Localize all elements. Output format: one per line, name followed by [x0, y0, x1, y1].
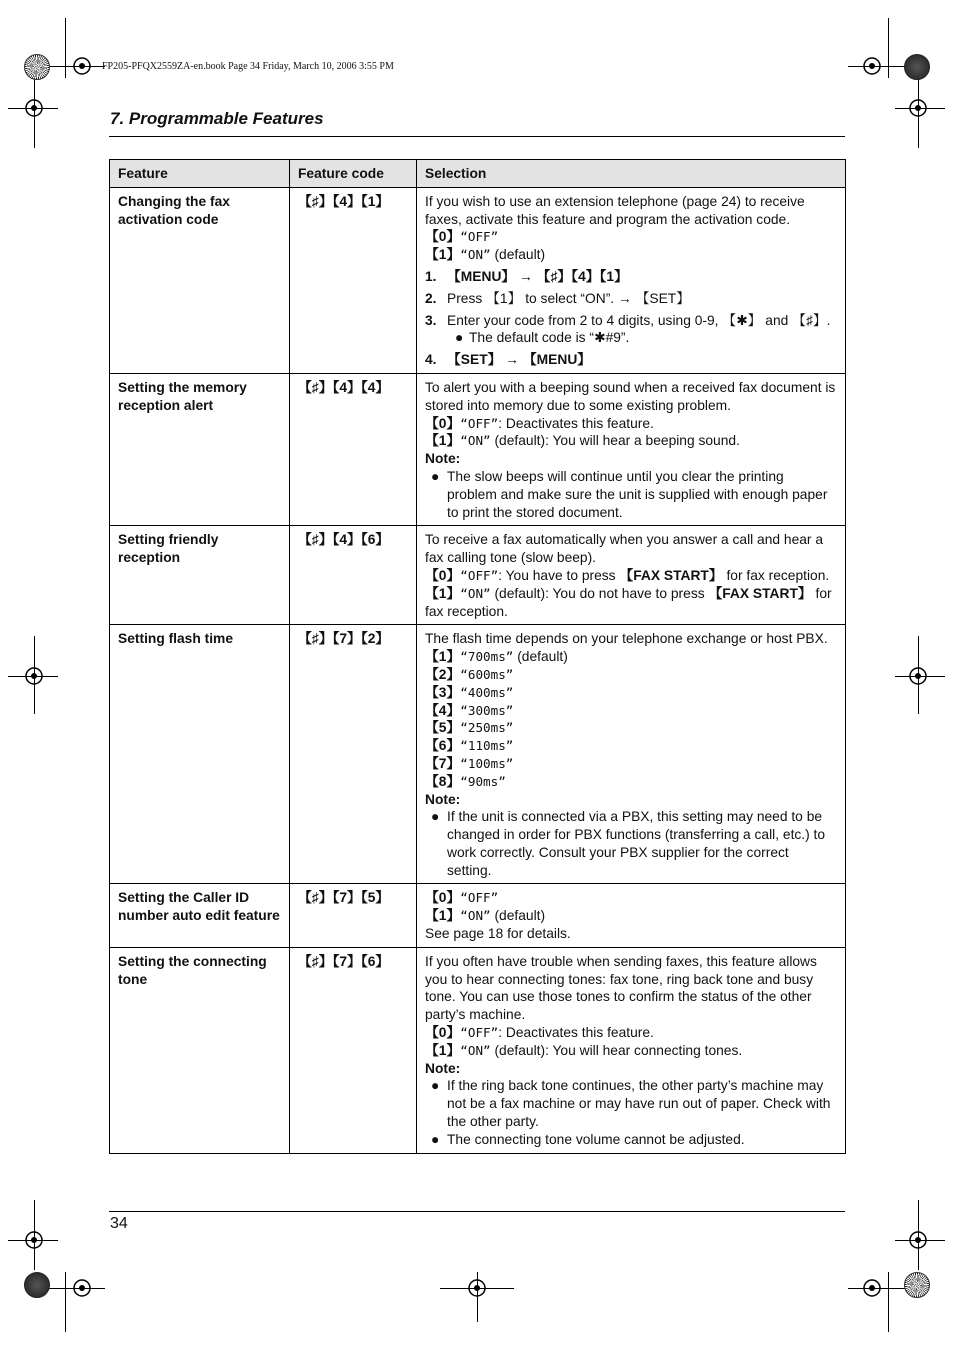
see-page-text: See page 18 for details. [425, 926, 571, 942]
table-row [110, 187, 846, 373]
option-key: 【3】 [425, 684, 461, 700]
column-header-feature-code: Feature code [290, 160, 417, 188]
feature-name: Setting flash time [110, 625, 290, 884]
option-line [425, 432, 837, 450]
option-suffix: (default) [490, 908, 546, 924]
table-row [110, 884, 846, 947]
description-text: To alert you with a beeping sound when a received fax document is stored into memory due to some existing problem. [425, 379, 836, 413]
selection-cell [417, 373, 846, 525]
option-line [425, 755, 837, 773]
option-key: 【2】 [425, 666, 461, 682]
description-text: To receive a fax automatically when you answer a call and hear a fax calling tone (slow beep). [425, 532, 824, 566]
option-line [425, 246, 837, 264]
option-suffix: (default) [490, 247, 546, 263]
registration-mark-icon [906, 664, 930, 688]
color-bar-dial-icon [24, 1272, 50, 1298]
step-text: 【SET】 → 【MENU】 [447, 352, 592, 368]
feature-code: 【♯】【7】【2】 [290, 625, 417, 884]
option-key: 【1】 [425, 649, 461, 665]
crop-mark [888, 18, 889, 78]
note-item [425, 1131, 837, 1149]
step-text: Press 【1】 to select “ON”. → 【SET】 [447, 290, 691, 306]
bullet-icon: ● [431, 1131, 440, 1147]
feature-name: Setting the connecting tone [110, 947, 290, 1153]
feature-code: 【♯】【7】【6】 [290, 947, 417, 1153]
option-key: 【1】 [425, 908, 461, 924]
option-value: “600ms” [460, 666, 514, 682]
color-bar-dial-icon [904, 1272, 930, 1298]
table-row [110, 526, 846, 625]
footer-rule [109, 1211, 845, 1212]
option-suffix: (default): You will hear a beeping sound. [490, 433, 740, 449]
note-item [425, 468, 837, 521]
option-key: 【0】 [425, 567, 461, 583]
feature-code: 【♯】【4】【6】 [290, 526, 417, 625]
feature-name: Setting the memory reception alert [110, 373, 290, 525]
option-value: “110ms” [460, 738, 514, 754]
option-key: 【0】 [425, 415, 461, 431]
option-value: “700ms” [460, 649, 514, 665]
color-bar-dial-icon [24, 54, 50, 80]
crop-mark [888, 1272, 889, 1332]
table-row [110, 625, 846, 884]
crop-mark [65, 18, 66, 78]
step-bullet-text: The default code is “✱#9”. [469, 330, 630, 346]
registration-mark-icon [70, 54, 94, 78]
registration-mark-icon [22, 96, 46, 120]
option-value: “OFF” [460, 229, 499, 245]
file-info: FP205-PFQX2559ZA-en.book Page 34 Friday, March 10, 2006 3:55 PM [102, 61, 394, 72]
option-line [425, 666, 837, 684]
option-value: “OFF” [460, 890, 499, 906]
option-value: “OFF” [460, 1025, 499, 1041]
option-value: “300ms” [460, 702, 514, 718]
option-line [425, 648, 837, 666]
option-key: 【1】 [425, 247, 461, 263]
step-number: 3. [425, 312, 437, 328]
registration-mark-icon [22, 1228, 46, 1252]
fax-start-key: 【FAX START】 [619, 567, 723, 583]
option-key: 【6】 [425, 738, 461, 754]
option-suffix: : You have to press [498, 567, 620, 583]
option-value: “OFF” [460, 567, 499, 583]
step-number: 1. [425, 268, 437, 284]
option-line [425, 684, 837, 702]
selection-cell [417, 884, 846, 947]
note-text: If the unit is connected via a PBX, this setting may need to be changed in order for PBX functions (transferring a call, etc.) to work correctly. Consult your PBX supplier for the correct setting. [447, 809, 826, 878]
option-suffix: (default) [513, 649, 568, 665]
option-key: 【0】 [425, 229, 461, 245]
option-key: 【8】 [425, 773, 461, 789]
option-key: 【5】 [425, 720, 461, 736]
step-item [425, 351, 837, 369]
page-number: 34 [110, 1215, 128, 1232]
option-suffix: : Deactivates this feature. [498, 1025, 654, 1041]
option-line [425, 415, 837, 433]
table-row [110, 373, 846, 525]
option-suffix: (default): You will hear connecting tones. [490, 1042, 743, 1058]
option-line [425, 773, 837, 791]
registration-mark-icon [860, 1276, 884, 1300]
option-line [425, 719, 837, 737]
option-key: 【1】 [425, 1042, 461, 1058]
option-suffix: for fax reception. [722, 567, 830, 583]
step-item [425, 290, 837, 308]
option-line [425, 702, 837, 720]
table-header-row [110, 160, 846, 188]
note-text: The connecting tone volume cannot be adjusted. [447, 1131, 745, 1147]
description-text: The flash time depends on your telephone exchange or host PBX. [425, 631, 828, 647]
registration-mark-icon [465, 1276, 489, 1300]
option-line [425, 585, 837, 621]
description-text: If you often have trouble when sending faxes, this feature allows you to hear connecting tones: fax tone, ring back tone and busy tone. You can use those tones to confirm the status of the other party’s machine. [425, 953, 817, 1023]
registration-mark-icon [906, 96, 930, 120]
option-key: 【1】 [425, 585, 461, 601]
note-item [425, 1077, 837, 1130]
registration-mark-icon [860, 54, 884, 78]
option-value: “OFF” [460, 415, 499, 431]
column-header-feature: Feature [110, 160, 290, 188]
step-text: Enter your code from 2 to 4 digits, using 0-9, 【✱】 and 【♯】. [447, 312, 831, 328]
option-line [425, 907, 837, 925]
selection-cell [417, 187, 846, 373]
option-line [425, 889, 837, 907]
option-suffix: (default): You do not have to press [490, 585, 709, 601]
registration-mark-icon [22, 664, 46, 688]
feature-name: Setting friendly reception [110, 526, 290, 625]
option-value: “400ms” [460, 684, 514, 700]
option-value: “ON” [460, 908, 491, 924]
option-line [425, 1042, 837, 1060]
option-line [425, 1024, 837, 1042]
feature-name: Changing the fax activation code [110, 187, 290, 373]
option-value: “90ms” [460, 773, 506, 789]
step-item [425, 312, 837, 330]
section-title: 7. Programmable Features [110, 109, 324, 128]
note-label: Note: [425, 791, 461, 807]
step-bullet [425, 329, 837, 347]
note-label: Note: [425, 1060, 461, 1076]
selection-cell [417, 625, 846, 884]
note-text: If the ring back tone continues, the other party’s machine may not be a fax machine or may have run out of paper. Check with the other party. [447, 1078, 831, 1130]
option-line [425, 228, 837, 246]
step-number: 2. [425, 290, 437, 306]
option-value: “250ms” [460, 720, 514, 736]
bullet-icon: ● [431, 468, 440, 484]
option-suffix: : Deactivates this feature. [498, 415, 654, 431]
option-value: “ON” [460, 433, 491, 449]
step-text: 【MENU】 → 【♯】【4】【1】 [447, 268, 628, 284]
note-text: The slow beeps will continue until you clear the printing problem and make sure the unit is supplied with enough paper to print the stored document. [447, 468, 828, 520]
option-key: 【4】 [425, 702, 461, 718]
note-label: Note: [425, 451, 461, 467]
crop-mark [65, 1272, 66, 1332]
features-table [109, 159, 846, 1154]
table-row [110, 947, 846, 1153]
fax-start-key: 【FAX START】 [708, 585, 812, 601]
option-line [425, 567, 837, 585]
color-bar-dial-icon [904, 54, 930, 80]
option-value: “ON” [460, 585, 491, 601]
selection-cell [417, 947, 846, 1153]
bullet-icon: ● [455, 330, 464, 346]
bullet-icon: ● [431, 1078, 440, 1094]
feature-code: 【♯】【7】【5】 [290, 884, 417, 947]
option-key: 【0】 [425, 1025, 461, 1041]
option-value: “100ms” [460, 755, 514, 771]
option-suffix: for fax reception. [425, 585, 832, 619]
note-item [425, 808, 837, 879]
step-number: 4. [425, 352, 437, 368]
registration-mark-icon [906, 1228, 930, 1252]
feature-code: 【♯】【4】【1】 [290, 187, 417, 373]
feature-name: Setting the Caller ID number auto edit feature [110, 884, 290, 947]
option-value: “ON” [460, 1042, 491, 1058]
option-line [425, 737, 837, 755]
selection-cell [417, 526, 846, 625]
header-rule [109, 136, 845, 137]
option-value: “ON” [460, 247, 491, 263]
feature-code: 【♯】【4】【4】 [290, 373, 417, 525]
step-item [425, 268, 837, 286]
option-key: 【7】 [425, 755, 461, 771]
option-key: 【0】 [425, 890, 461, 906]
column-header-selection: Selection [417, 160, 846, 188]
bullet-icon: ● [431, 809, 440, 825]
registration-mark-icon [70, 1276, 94, 1300]
description-text: If you wish to use an extension telephone (page 24) to receive faxes, activate this feature and program the activation code. [425, 193, 805, 227]
option-key: 【1】 [425, 433, 461, 449]
